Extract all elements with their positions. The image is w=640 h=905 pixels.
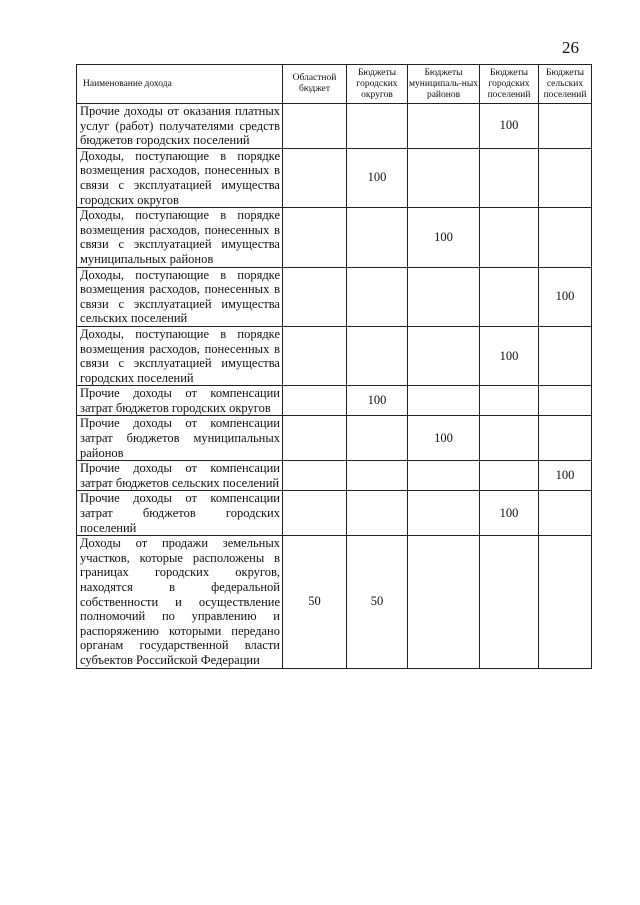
header-rural-settlements-budget: Бюджеты сельских поселений [539, 65, 592, 104]
regional-share: 50 [283, 536, 347, 668]
rural-settlements-share [539, 386, 592, 416]
regional-share [283, 104, 347, 149]
table-row [77, 491, 592, 536]
rural-settlements-share: 100 [539, 461, 592, 491]
rural-settlements-share [539, 536, 592, 668]
regional-share [283, 267, 347, 326]
table-row [77, 208, 592, 267]
revenue-name: Доходы, поступающие в порядке возмещения расходов, понесенных в связи с эксплуатацией имущества городских поселений [77, 326, 283, 385]
city-settlements-share: 100 [480, 326, 539, 385]
city-districts-share [347, 416, 408, 461]
city-districts-share [347, 326, 408, 385]
rural-settlements-share [539, 326, 592, 385]
table-header-row [77, 65, 592, 104]
regional-share [283, 386, 347, 416]
municipal-districts-share [408, 267, 480, 326]
revenue-name: Доходы, поступающие в порядке возмещения расходов, понесенных в связи с эксплуатацией имущества сельских поселений [77, 267, 283, 326]
city-settlements-share [480, 148, 539, 207]
revenue-name: Прочие доходы от компенсации затрат бюджетов городских округов [77, 386, 283, 416]
table-row [77, 461, 592, 491]
city-settlements-share [480, 267, 539, 326]
regional-share [283, 416, 347, 461]
revenue-name: Прочие доходы от компенсации затрат бюджетов сельских поселений [77, 461, 283, 491]
city-settlements-share [480, 416, 539, 461]
table-row [77, 386, 592, 416]
header-revenue-name: Наименование дохода [77, 65, 283, 104]
municipal-districts-share [408, 104, 480, 149]
municipal-districts-share [408, 461, 480, 491]
revenue-name: Доходы, поступающие в порядке возмещения расходов, понесенных в связи с эксплуатацией имущества городских округов [77, 148, 283, 207]
city-settlements-share [480, 461, 539, 491]
city-districts-share [347, 491, 408, 536]
municipal-districts-share [408, 148, 480, 207]
municipal-districts-share [408, 326, 480, 385]
rural-settlements-share: 100 [539, 267, 592, 326]
revenue-distribution-table [76, 64, 592, 669]
header-city-districts-budget: Бюджеты городских округов [347, 65, 408, 104]
table-row [77, 326, 592, 385]
revenue-name: Прочие доходы от компенсации затрат бюджетов городских поселений [77, 491, 283, 536]
city-settlements-share [480, 536, 539, 668]
regional-share [283, 491, 347, 536]
municipal-districts-share: 100 [408, 416, 480, 461]
rural-settlements-share [539, 148, 592, 207]
header-municipal-districts-budget: Бюджеты муниципаль-ных районов [408, 65, 480, 104]
page-number: 26 [562, 38, 579, 57]
rural-settlements-share [539, 208, 592, 267]
city-districts-share: 100 [347, 148, 408, 207]
municipal-districts-share [408, 386, 480, 416]
rural-settlements-share [539, 104, 592, 149]
revenue-name: Доходы от продажи земельных участков, которые расположены в границах городских округов, находятся в федеральной собственности и осуществление полномочий по управлению и распоряжению которыми передано органам государственной власти субъектов Российской Федерации [77, 536, 283, 668]
city-settlements-share [480, 386, 539, 416]
regional-share [283, 326, 347, 385]
regional-share [283, 208, 347, 267]
municipal-districts-share [408, 536, 480, 668]
table-row [77, 104, 592, 149]
table-row [77, 267, 592, 326]
regional-share [283, 461, 347, 491]
revenue-name: Доходы, поступающие в порядке возмещения расходов, понесенных в связи с эксплуатацией имущества муниципальных районов [77, 208, 283, 267]
rural-settlements-share [539, 491, 592, 536]
revenue-name: Прочие доходы от оказания платных услуг (работ) получателями средств бюджетов городских поселений [77, 104, 283, 149]
city-settlements-share: 100 [480, 104, 539, 149]
city-districts-share [347, 461, 408, 491]
city-settlements-share [480, 208, 539, 267]
city-districts-share [347, 267, 408, 326]
municipal-districts-share: 100 [408, 208, 480, 267]
city-districts-share [347, 104, 408, 149]
table-row [77, 536, 592, 668]
city-settlements-share: 100 [480, 491, 539, 536]
table-row [77, 416, 592, 461]
city-districts-share [347, 208, 408, 267]
rural-settlements-share [539, 416, 592, 461]
header-regional-budget: Областной бюджет [283, 65, 347, 104]
municipal-districts-share [408, 491, 480, 536]
revenue-name: Прочие доходы от компенсации затрат бюджетов муниципальных районов [77, 416, 283, 461]
city-districts-share: 50 [347, 536, 408, 668]
header-city-settlements-budget: Бюджеты городских поселений [480, 65, 539, 104]
table-row [77, 148, 592, 207]
city-districts-share: 100 [347, 386, 408, 416]
regional-share [283, 148, 347, 207]
